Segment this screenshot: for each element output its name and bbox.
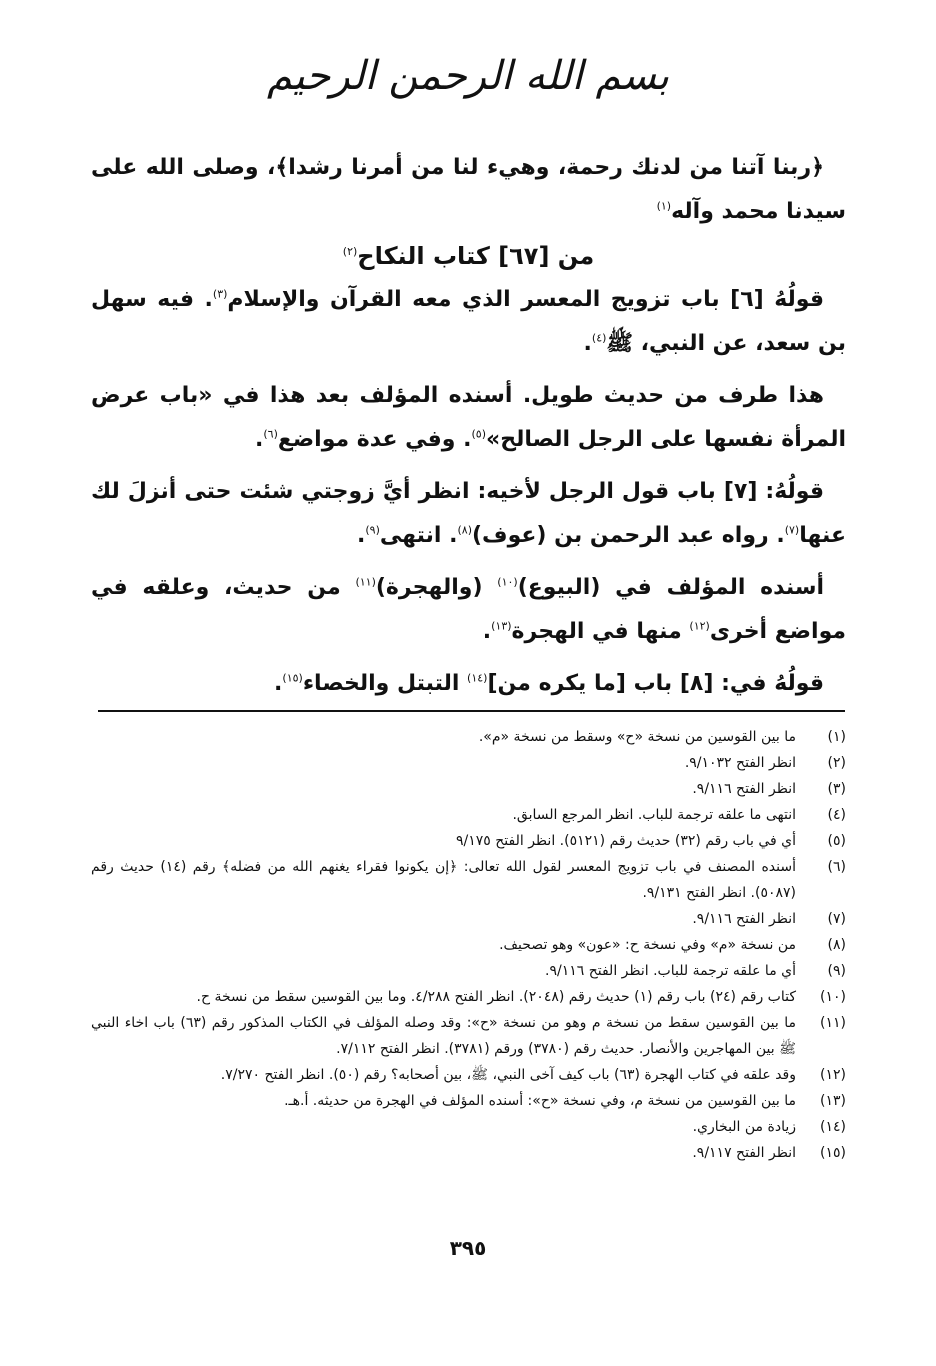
footnote-ref: (٨) [457, 523, 472, 537]
footnote-number: (٧) [827, 911, 846, 927]
footnote [91, 802, 846, 828]
footnote-divider [98, 710, 845, 712]
text-run: . وفي عدة مواضع [277, 427, 472, 452]
footnote-ref: (٩) [365, 523, 380, 537]
footnote-number: (١٠) [820, 989, 846, 1005]
footnote [91, 854, 846, 906]
text-run: . فيه سهل بن سعد، عن النبي، ﷺ [91, 287, 846, 356]
footnote-ref: (٦) [263, 427, 278, 441]
footnote [91, 958, 846, 984]
paragraph-chapter-8 [91, 662, 846, 706]
text-run: من حديث، وعلقه في مواضع أخرى [91, 575, 846, 644]
main-text [91, 146, 846, 706]
footnote-ref: (١٢) [689, 619, 710, 633]
footnote-text: زيادة من البخاري. [692, 1119, 796, 1135]
basmala-calligraphy: بسم الله الرحمن الرحيم [266, 53, 670, 99]
paragraph-commentary-1 [91, 374, 846, 462]
footnote-text: أي ما علقه ترجمة للباب. انظر الفتح ٩/١١٦. [545, 963, 796, 979]
opening-line: ﴿ربنا آتنا من لدنك رحمة، وهيء لنا من أمرنا رشدا﴾، وصلى الله على سيدنا محمد وآله [91, 155, 846, 224]
text-run: هذا طرف من حديث طويل. أسنده المؤلف بعد هذا في «باب عرض المرأة نفسها على الرجل الصالح» [91, 383, 846, 452]
footnote [91, 750, 846, 776]
footnote-text: انظر الفتح ٩/١١٦. [692, 781, 796, 797]
footnote-number: (١٤) [820, 1119, 846, 1135]
page-number: ٣٩٥ [449, 1236, 487, 1260]
footnote-text: ما بين القوسين سقط من نسخة م وهو من نسخة «ح»: وقد وصله المؤلف في الكتاب المذكور رقم (٦٣) باب اخاء النبي ﷺ بين المهاجرين والأنصار. حديث رقم (٣٧٨٠) ورقم (٣٧٨١). انظر الفتح ٧/١١٢. [91, 1015, 796, 1057]
text-run: منها في الهجرة [511, 619, 690, 644]
text-run: . [482, 619, 492, 644]
footnote-text: انظر الفتح ٩/١١٦. [692, 911, 796, 927]
footnote-ref: (١٤) [467, 671, 488, 685]
footnote-number: (١٥) [820, 1145, 846, 1161]
footnote-number: (١٢) [820, 1067, 846, 1083]
footnote-text: كتاب رقم (٢٤) باب رقم (١) حديث رقم (٢٠٤٨). انظر الفتح ٤/٢٨٨. وما بين القوسين سقط من نسخة ح. [196, 989, 796, 1005]
footnote-number: (٣) [827, 781, 846, 797]
footnote-text: أي في باب رقم (٣٢) حديث رقم (٥١٢١). انظر الفتح ٩/١٧٥ [456, 833, 796, 849]
paragraph-commentary-2 [91, 566, 846, 654]
footnote-number: (٩) [827, 963, 846, 979]
footnote-ref: (١٥) [282, 671, 303, 685]
footnote-number: (٦) [827, 859, 846, 875]
footnote-text: انظر الفتح ٩/١١٧. [692, 1145, 796, 1161]
text-run: . [583, 331, 592, 356]
footnote-ref: (١) [656, 199, 672, 213]
footnote-number: (٤) [827, 807, 846, 823]
footnote-text: من نسخة «م» وفي نسخة ح: «عون» وهو تصحيف. [499, 937, 796, 953]
text-run: . انتهى [379, 523, 458, 548]
footnote-number: (٨) [827, 937, 846, 953]
text-run: (والهجرة) [375, 575, 498, 600]
footnote-number: (١) [827, 729, 846, 745]
footnote-ref: (١٣) [491, 619, 512, 633]
footnote-ref: (٣) [212, 287, 228, 301]
footnote [91, 1114, 846, 1140]
book-heading-text: من [٦٧] كتاب النكاح [357, 242, 595, 270]
footnote [91, 906, 846, 932]
footnote [91, 932, 846, 958]
footnote-ref: (٧) [784, 523, 800, 537]
footnote-ref: (٤) [591, 331, 607, 345]
paragraph-chapter-7 [91, 470, 846, 558]
book-heading [91, 234, 846, 278]
text-run: أسنده المؤلف في (البيوع) [517, 575, 824, 600]
footnote-text: ما بين القوسين من نسخة «ح» وسقط من نسخة «م». [478, 729, 796, 745]
footnote [91, 776, 846, 802]
footnote [91, 984, 846, 1010]
text-run: . رواه عبد الرحمن بن (عوف) [472, 523, 785, 548]
footnotes [91, 724, 846, 1166]
text-run: . [274, 671, 283, 696]
text-run: قولُهُ: [٧] باب قول الرجل لأخيه: انظر أيَّ زوجتي شئت حتى أنزلَ لك عنها [91, 479, 846, 548]
footnote-number: (٥) [827, 833, 846, 849]
footnote-text: انتهى ما علقه ترجمة للباب. انظر المرجع السابق. [512, 807, 796, 823]
footnote-number: (١٣) [820, 1093, 846, 1109]
footnote [91, 1140, 846, 1166]
footnote-number: (٢) [827, 755, 846, 771]
footnote [91, 1062, 846, 1088]
footnote-text: انظر الفتح ٩/١٠٣٢. [684, 755, 796, 771]
text-run: . [254, 427, 264, 452]
footnote-ref: (١٠) [497, 575, 518, 589]
text-run: قولُهُ في: [٨] باب [ما يكره من] [487, 671, 824, 696]
footnote [91, 724, 846, 750]
text-run: . [357, 523, 366, 548]
footnote-number: (١١) [820, 1015, 846, 1031]
opening-supplication [91, 146, 846, 234]
paragraph-chapter-6 [91, 278, 846, 366]
footnote-ref: (٥) [471, 427, 487, 441]
footnote-text: وقد علقه في كتاب الهجرة (٦٣) باب كيف آخى النبي، ﷺ، بين أصحابه؟ رقم (٥٠). انظر الفتح ٧/٢٧٠. [220, 1067, 796, 1083]
footnote [91, 1088, 846, 1114]
text-run: قولُهُ [٦] باب تزويج المعسر الذي معه القرآن والإسلام [227, 287, 825, 312]
footnote [91, 1010, 846, 1062]
footnote-ref: (٢) [342, 245, 358, 258]
text-run: التبتل والخصاء [302, 671, 468, 696]
footnote-ref: (١١) [355, 575, 376, 589]
footnote-text: أسنده المصنف في باب تزويج المعسر لقول الله تعالى: ﴿إن يكونوا فقراء يغنهم الله من فضله﴾ رقم (١٤) حديث رقم (٥٠٨٧). انظر الفتح ٩/١٣١. [91, 859, 796, 901]
footnote-text: ما بين القوسين من نسخة م، وفي نسخة «ح»: أسنده المؤلف في الهجرة من حديثه. أ.هـ. [284, 1093, 796, 1109]
footnote [91, 828, 846, 854]
